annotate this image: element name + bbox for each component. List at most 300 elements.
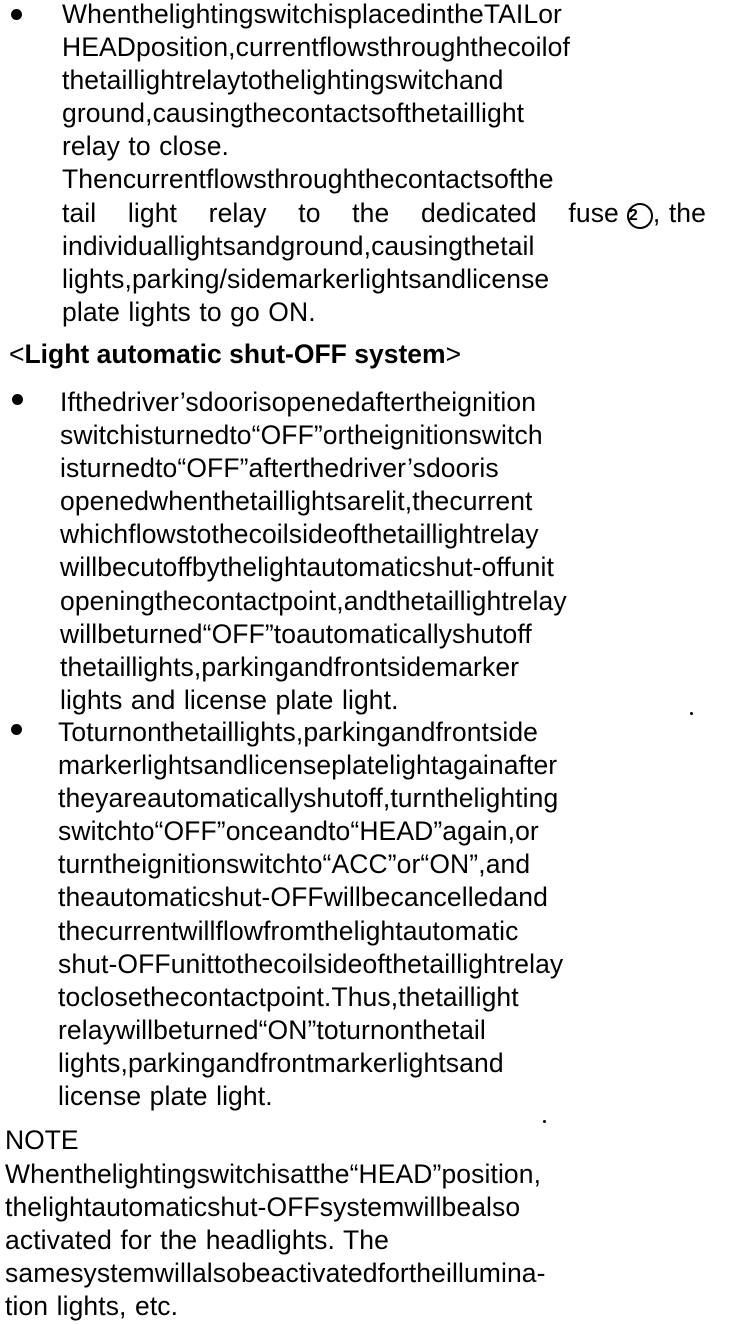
word: the (352, 197, 390, 228)
word: tail (249, 486, 285, 517)
word: on (384, 1014, 415, 1045)
word: “ON”, (420, 849, 486, 880)
word: door (198, 387, 253, 417)
word: and (343, 585, 389, 616)
word: automatic (306, 552, 423, 583)
word: after (360, 387, 415, 417)
word: unit (170, 948, 214, 979)
word: current (95, 915, 179, 946)
word: in (425, 0, 447, 29)
word: opened (271, 387, 361, 417)
scan-speck (690, 712, 693, 715)
word: the (346, 420, 384, 451)
word: current (449, 486, 533, 517)
word: will (115, 1014, 154, 1045)
text-line: relay to close. (62, 131, 229, 162)
word: of (381, 98, 404, 129)
text-line (58, 782, 703, 815)
word: point. (265, 981, 332, 1012)
word: the (412, 486, 450, 517)
word: the (408, 1258, 446, 1289)
word: front (435, 717, 489, 747)
note-paragraph (5, 1158, 699, 1323)
word: and (288, 651, 334, 682)
word: current (235, 32, 319, 63)
word: tail (500, 230, 535, 261)
word: contact (192, 585, 279, 616)
word: shut-OFF (210, 882, 324, 913)
word: switch (60, 420, 135, 451)
word: switch (253, 0, 328, 29)
word: the (357, 164, 395, 195)
paragraph-turn-on (58, 716, 703, 1113)
word: automatically (147, 783, 304, 814)
word: opened (60, 486, 150, 517)
text-line (58, 915, 703, 948)
word: individual (62, 230, 174, 261)
word: and (235, 230, 281, 261)
text-line (58, 749, 703, 782)
word: will (154, 1258, 192, 1289)
word: the (403, 98, 441, 129)
word: when (149, 486, 213, 517)
word: and (458, 65, 504, 96)
word: off (502, 618, 532, 649)
word: of (494, 164, 517, 195)
word: the (302, 453, 340, 484)
word: contacts (281, 98, 382, 129)
word: switch (468, 420, 543, 451)
word: will (60, 552, 98, 583)
word: ground, (280, 230, 372, 261)
word: light (133, 65, 183, 96)
word: lighting (168, 0, 254, 29)
word: contact (179, 981, 266, 1012)
word: tail (99, 65, 134, 96)
word: which (60, 519, 129, 550)
word: to (155, 453, 178, 484)
word: the (414, 1014, 452, 1045)
word: and (503, 882, 548, 913)
word: will (178, 915, 216, 946)
word: “HEAD” (350, 816, 443, 847)
word: they (58, 783, 109, 814)
word: coil (273, 948, 314, 979)
word: the (398, 981, 436, 1012)
word: ignition (383, 420, 469, 451)
text-line (62, 263, 706, 296)
word: side (387, 651, 437, 682)
word: light (431, 519, 481, 550)
word: or (515, 816, 539, 847)
word: shut-OFF (58, 948, 171, 979)
word: the (60, 651, 98, 682)
word: relay (505, 948, 564, 979)
word: system (70, 1258, 155, 1289)
word: cancelled (390, 882, 504, 913)
word: flow (215, 915, 264, 946)
text-line (60, 419, 703, 452)
word: the (58, 882, 96, 913)
word: door (425, 453, 480, 484)
word: marker (58, 750, 142, 781)
text-line (58, 716, 703, 749)
text-line (62, 31, 706, 64)
circled-number-2: 2 (627, 203, 653, 229)
text-line (62, 0, 706, 31)
word: off (162, 552, 192, 583)
text-line: activated for the headlights. The (5, 1225, 389, 1256)
word: shut-off (422, 552, 511, 583)
word: turn (390, 783, 437, 814)
word: to (273, 618, 297, 649)
text-line (5, 1158, 699, 1191)
word: the (62, 65, 100, 96)
word: tail (97, 651, 132, 682)
word: light (127, 197, 178, 228)
word: “OFF” (177, 453, 249, 484)
word: the (220, 552, 258, 583)
word: also (471, 1192, 521, 1223)
word: switch (58, 816, 133, 847)
word: lights (173, 230, 236, 261)
text-line (58, 815, 703, 848)
word: relay (508, 585, 567, 616)
word: placed (347, 0, 426, 29)
word: “OFF” (202, 618, 274, 649)
word: “ACC” (322, 849, 397, 880)
word: turn (86, 717, 133, 747)
bullet-3 (11, 724, 22, 735)
word: the (388, 585, 426, 616)
word: to (58, 981, 81, 1012)
text-line (60, 618, 703, 651)
bullet-2 (12, 394, 23, 405)
word: to (189, 519, 212, 550)
word: or (396, 849, 421, 880)
word: are (108, 783, 148, 814)
text-line (58, 981, 703, 1014)
word: is (270, 1159, 291, 1189)
word: opening (60, 585, 156, 616)
note-label: NOTE (5, 1125, 79, 1155)
word: the (463, 230, 501, 261)
word: be (97, 552, 127, 583)
word: is (134, 420, 154, 451)
text-line: license plate light. (58, 1081, 273, 1112)
text-line-fuse (62, 197, 706, 230)
word: driver’s (339, 453, 426, 484)
word: is (327, 0, 348, 29)
word: relay (208, 197, 267, 228)
word: to (316, 1014, 339, 1045)
text-line (58, 948, 703, 981)
word: off, (353, 783, 391, 814)
word: of (547, 32, 570, 63)
word: and (283, 816, 329, 847)
word: of (337, 519, 361, 550)
word: the (244, 98, 282, 129)
word: turned (153, 420, 230, 451)
word: TAIL (483, 0, 539, 29)
word: the (161, 717, 200, 747)
word: light (257, 552, 307, 583)
word: lights, (233, 717, 304, 747)
word: the (316, 915, 354, 946)
word: the (58, 915, 96, 946)
text-line (60, 386, 703, 419)
word: HEAD (62, 32, 137, 63)
word: tail (451, 1014, 486, 1045)
word: side (313, 948, 363, 979)
word: also (191, 1258, 241, 1289)
word: the (212, 486, 250, 517)
word: by (191, 552, 221, 583)
text-line (60, 585, 703, 618)
word: side (288, 519, 338, 550)
word: shut (303, 783, 354, 814)
word: lights (359, 263, 422, 294)
word: be (97, 618, 127, 649)
word: of (362, 948, 385, 979)
word: illumina- (445, 1258, 546, 1289)
word: lighting (111, 1159, 197, 1189)
word: activated (270, 1258, 378, 1289)
word: parking (201, 651, 289, 682)
word: When (5, 1159, 75, 1189)
word: after (248, 453, 303, 484)
word: the (516, 164, 554, 195)
word: plate (331, 750, 390, 781)
word: lights, (131, 651, 202, 682)
word: light (456, 948, 506, 979)
word: contacts (394, 164, 495, 195)
word: license (466, 263, 550, 294)
word: lights, (58, 1047, 128, 1078)
word: the (74, 1159, 112, 1189)
word: once (225, 816, 284, 847)
word: shut (452, 618, 503, 649)
paragraph-shutoff (60, 386, 703, 717)
word: “HEAD” (349, 1159, 442, 1189)
word: fuse (568, 197, 619, 228)
word: tail (440, 98, 475, 129)
word: the (414, 387, 452, 417)
word: the (74, 387, 113, 417)
heading-open-bracket: < (9, 339, 25, 369)
word: the (5, 1192, 43, 1223)
word: marker (313, 1047, 397, 1078)
word: causing (152, 98, 245, 129)
word: from (263, 915, 317, 946)
word: tail (425, 585, 460, 616)
word: ignition (451, 387, 537, 417)
word: be (153, 1014, 183, 1045)
word: close (80, 981, 143, 1012)
fuse-ref (627, 197, 706, 230)
word: again, (442, 816, 516, 847)
word: be (360, 882, 391, 913)
word: license (248, 750, 332, 781)
word: through (266, 164, 358, 195)
word: side (489, 717, 539, 747)
word: light (459, 585, 509, 616)
word: driver’s (112, 387, 199, 417)
word: the (104, 849, 142, 880)
word: lights, (62, 263, 132, 294)
word: relay (480, 519, 539, 550)
word: turned (126, 618, 203, 649)
section-heading (9, 338, 461, 371)
word: If (60, 387, 75, 417)
word: current (122, 164, 206, 195)
word: the (155, 585, 193, 616)
word: tail (62, 197, 97, 228)
word: position, (441, 1159, 542, 1189)
fuse-suffix: , the (652, 197, 706, 228)
word: are (346, 486, 386, 517)
word: is (479, 453, 499, 484)
text-line (60, 651, 703, 684)
word: lights (284, 486, 347, 517)
word: through (379, 32, 471, 63)
word: to (300, 849, 323, 880)
word: shut-OFF (207, 1192, 320, 1223)
word: causing (371, 230, 464, 261)
word: will (404, 1192, 442, 1223)
word: lighting (473, 783, 559, 814)
word: be (441, 1192, 472, 1223)
word: light (389, 750, 439, 781)
word: When (62, 0, 132, 29)
text-line (62, 97, 706, 130)
word: automatic (95, 882, 211, 913)
word: is (252, 387, 272, 417)
word: the (211, 519, 249, 550)
word: the (262, 65, 300, 96)
word: coil (507, 32, 548, 63)
word: is (60, 453, 80, 484)
word: the (131, 0, 169, 29)
word: the (470, 32, 508, 63)
text-line (62, 230, 706, 263)
word: and (203, 750, 249, 781)
word: “OFF” (251, 420, 323, 451)
word: tail (397, 519, 432, 550)
word: the (236, 948, 274, 979)
paragraph-tail-head (62, 0, 706, 329)
word: lighting (299, 65, 385, 96)
word: the (360, 519, 398, 550)
word: to (229, 420, 252, 451)
word: relay (58, 1014, 116, 1045)
word: parking (303, 717, 391, 747)
word: after (503, 750, 558, 781)
word: lights (141, 750, 204, 781)
text-line (58, 881, 703, 914)
word: dedicated (420, 197, 537, 228)
word: and (390, 717, 436, 747)
word: coil (248, 519, 289, 550)
heading-close-bracket: > (445, 339, 462, 369)
word: the (436, 783, 474, 814)
word: or (538, 0, 562, 29)
text-line (60, 518, 703, 551)
word: to (132, 816, 155, 847)
word: front (333, 651, 388, 682)
word: switch (384, 65, 459, 96)
word: light (42, 1192, 92, 1223)
word: light (475, 98, 525, 129)
scan-speck (543, 1120, 546, 1123)
word: relay (182, 65, 241, 96)
word: Thus, (331, 981, 399, 1012)
word: front (260, 1047, 314, 1078)
text-line (58, 1014, 703, 1047)
word: tail (435, 981, 470, 1012)
word: marker (276, 263, 360, 294)
bullet-1 (11, 9, 22, 20)
word: tail (199, 717, 234, 747)
word: the (446, 0, 484, 29)
word: light (469, 981, 519, 1012)
word: To (58, 717, 87, 747)
word: turn (338, 1014, 385, 1045)
word: and (421, 263, 467, 294)
word: automatically (296, 618, 453, 649)
word: to (240, 65, 263, 96)
word: or (322, 420, 347, 451)
text-line: plate lights to go ON. (62, 296, 316, 327)
word: automatic (91, 1192, 208, 1223)
word: switch (196, 1159, 271, 1189)
word: parking/side (131, 263, 277, 294)
word: tail (421, 948, 457, 979)
fuse-line-text (62, 197, 619, 230)
text-line (5, 1257, 699, 1290)
text-line (58, 848, 703, 881)
word: flows (206, 164, 267, 195)
word: lit, (385, 486, 413, 517)
word: the (142, 981, 180, 1012)
text-line (62, 64, 706, 97)
word: Then (62, 164, 123, 195)
text-line (60, 452, 703, 485)
word: to (213, 948, 237, 979)
word: automatic (402, 915, 519, 946)
heading-title: Light automatic shut-OFF system (24, 339, 446, 369)
word: turned (182, 1014, 259, 1045)
word: flows (318, 32, 380, 63)
text-line (60, 485, 703, 518)
word: and (459, 1047, 504, 1078)
word: and (215, 1047, 261, 1078)
word: same (5, 1258, 71, 1289)
word: turn (58, 849, 105, 880)
word: on (132, 717, 162, 747)
word: turned (79, 453, 156, 484)
word: “OFF” (154, 816, 226, 847)
text-line (62, 163, 706, 196)
word: the (384, 948, 422, 979)
word: point, (278, 585, 344, 616)
word: cut (126, 552, 163, 583)
word: lights (396, 1047, 460, 1078)
word: and (485, 849, 531, 880)
word: for (377, 1258, 409, 1289)
text-line: tion lights, etc. (5, 1291, 179, 1322)
word: light (353, 915, 403, 946)
